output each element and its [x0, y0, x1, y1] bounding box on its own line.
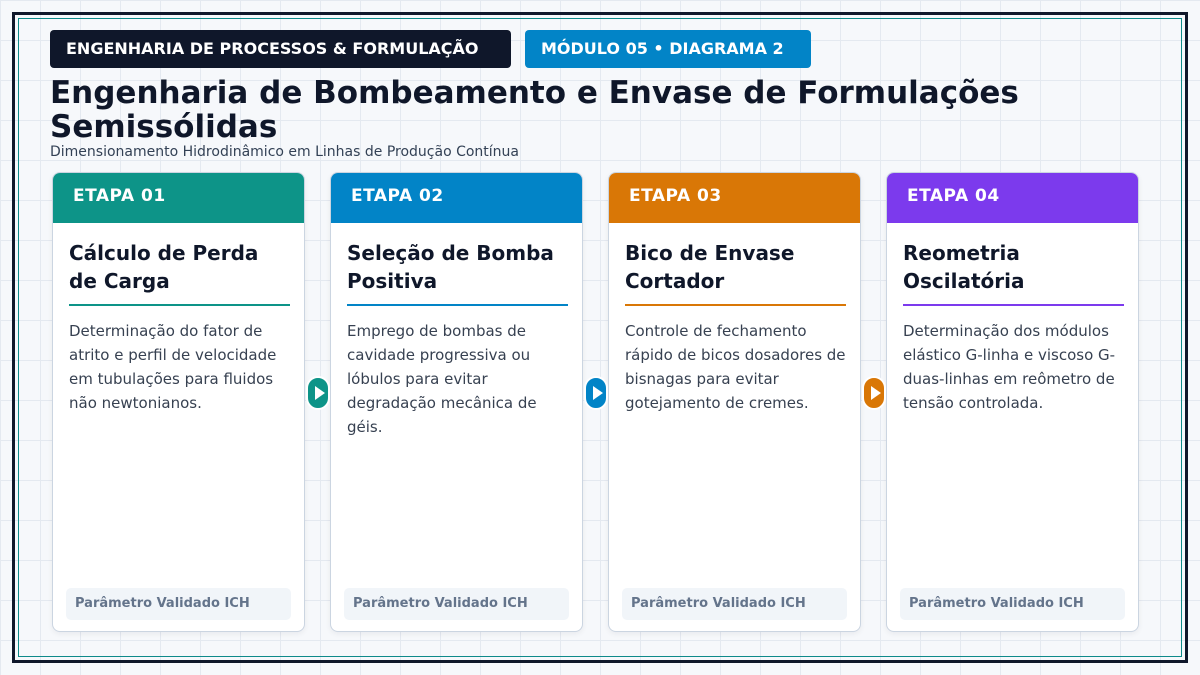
step-title: Reometria Oscilatória	[903, 241, 1025, 293]
step-label: ETAPA 01	[53, 173, 304, 223]
page-title: Engenharia de Bombeamento e Envase de Formulações Semissólidas	[50, 75, 1019, 145]
step-divider	[625, 304, 846, 306]
arrow-right-icon	[584, 376, 608, 410]
step-footer-badge: Parâmetro Validado ICH	[900, 588, 1125, 620]
arrow-right-icon	[306, 376, 330, 410]
step-description: Controle de fechamento rápido de bicos dosadores de bisnagas para evitar gotejamento de cremes.	[625, 322, 846, 412]
step-footer-badge: Parâmetro Validado ICH	[66, 588, 291, 620]
step-card-2	[330, 172, 583, 632]
step-description: Determinação dos módulos elástico G-linha e viscoso G-duas-linhas em reômetro de tensão controlada.	[903, 322, 1116, 412]
step-card-1	[52, 172, 305, 632]
category-tag: ENGENHARIA DE PROCESSOS & FORMULAÇÃO	[50, 30, 511, 68]
step-description: Emprego de bombas de cavidade progressiva ou lóbulos para evitar degradação mecânica de géis.	[347, 322, 537, 436]
step-description: Determinação do fator de atrito e perfil de velocidade em tubulações para fluidos não newtonianos.	[69, 322, 277, 412]
step-divider	[903, 304, 1124, 306]
step-card-4	[886, 172, 1139, 632]
step-title: Cálculo de Perda de Carga	[69, 241, 259, 293]
step-divider	[69, 304, 290, 306]
module-tag: MÓDULO 05 • DIAGRAMA 2	[525, 30, 811, 68]
step-title: Bico de Envase Cortador	[625, 241, 795, 293]
step-label: ETAPA 02	[331, 173, 582, 223]
step-card-3	[608, 172, 861, 632]
step-label: ETAPA 04	[887, 173, 1138, 223]
step-label: ETAPA 03	[609, 173, 860, 223]
step-footer-badge: Parâmetro Validado ICH	[622, 588, 847, 620]
step-footer-badge: Parâmetro Validado ICH	[344, 588, 569, 620]
step-divider	[347, 304, 568, 306]
step-title: Seleção de Bomba Positiva	[347, 241, 554, 293]
page-subtitle: Dimensionamento Hidrodinâmico em Linhas de Produção Contínua	[50, 144, 519, 160]
arrow-right-icon	[862, 376, 886, 410]
